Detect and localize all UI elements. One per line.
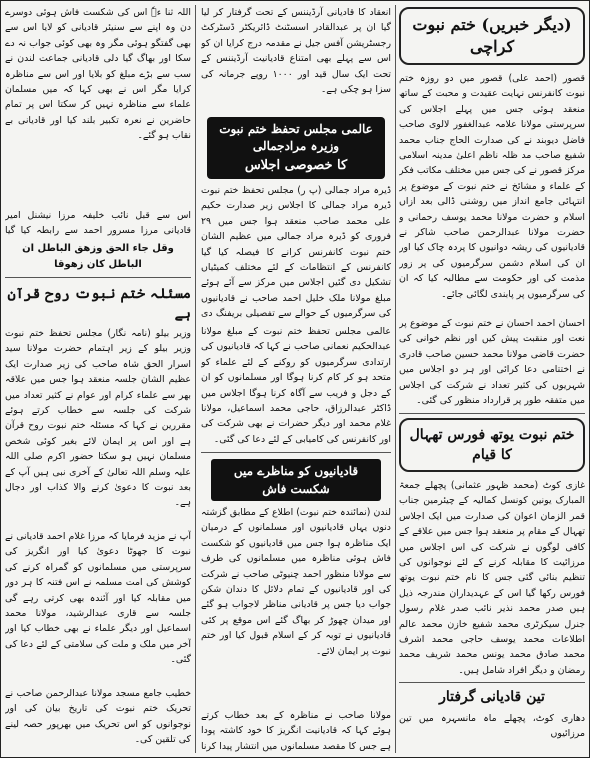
divider: [399, 682, 585, 683]
headline-line-1: عالمی مجلس تحفظ ختم نبوت وزیرہ مرادجمالی: [219, 122, 373, 153]
headline-khatm-nubuwwat-karachi: (دیگر خبریں) ختم نبوت کراچی: [399, 7, 585, 65]
quranic-verse: وقل جاء الحق وزھق الباطل ان الباطل کان زھوقا: [22, 243, 174, 270]
article-dera-murad-jamali-cont: عالمی مجلس تحفظ ختم نبوت کے مبلغ مولانا عبدالحکیم نعمانی صاحب نے کہا کہ قادیانیوں کی ارتدادی سرگرمیوں کو روکنے کے لئے علماء کو متحد ہو کر کام کرنا ہوگا اور مسلمانوں کو ان کے دجل و فریب سے آگاہ کرنا ہوگا اجلاس میں ڈاکٹر عبدالرزاق، حاجی محمد اسماعیل، مولانا غلام محمد اور دیگر حضرات نے بھی شرکت کی اور کانفرنس کی کامیابی کے لئے دعا کی گئی۔: [201, 326, 391, 445]
column-divider: [395, 5, 396, 753]
article-wazir-belo-end: خطیب جامع مسجد مولانا عبدالرحمن صاحب نے تحریک ختم نبوت کی تاریخ بیان کی اور نوجوانوں کو اس تحریک میں بھرپور حصہ لینے کی تلقین کی۔: [5, 688, 191, 746]
divider: [5, 277, 191, 278]
middle-column: [201, 5, 391, 753]
headline-youth-force: ختم نبوت یوتھ فورس تھہال کا قیام: [399, 418, 585, 472]
article-debate-continued: اللہ ثنا ءہٗ اس کی شکست فاش ہوئی دوسرے دن وہ اپنے سے سنیئر قادیانی کو لایا اس سے بھی گفتگو ہوئی مگر وہ بھی کوئی جواب نہ دے سکا اور بھاگ گیا دلی قادیانی جماعت لندن نے سب سے بڑے مبلغ کو بلایا اور اس سے مناظرہ کرایا مگر اس نے بھی کہا کہ میں مسلمان علماء سے مناظرہ نہیں کر سکتا اس پر تمام حاضرین نے نعرہ تکبیر بلند کیا اور قادیانی بے نقاب ہو گئے۔: [5, 7, 191, 142]
headline-dera-murad-jamali: [207, 117, 385, 179]
article-wazir-belo-cont: آپ نے مزید فرمایا کہ مرزا غلام احمد قادیانی نے نبوت کا جھوٹا دعویٰ کیا اور انگریز کی سرپرستی میں مسلمانوں کو گمراہ کرنے کی کوشش کی امت مسلمہ نے اس فتنہ کا ہر دور میں مقابلہ کیا اور آئندہ بھی کرتی رہے گی جلسہ سے قاری عبدالرشید، مولانا محمد اسماعیل اور دیگر علماء نے بھی خطاب کیا اور آخر میں ملک و ملت کی سلامتی کے لئے دعا کی گئی۔: [5, 531, 191, 666]
headline-debate-defeat: قادیانیوں کو مناظرے میں شکست فاش: [211, 459, 381, 501]
article-debate-continued-2: اس سے قبل نائب خلیفہ مرزا نیشنل امیر قادیانی مرزا مسرور احمد سے رابطہ کیا گیا: [5, 210, 191, 237]
article-dera-murad-jamali: ڈیرہ مراد جمالی (پ ر) مجلس تحفظ ختم نبوت ڈیرہ مراد جمالی کا اجلاس زیر صدارت حکیم علی محمد صاحب منعقد ہوا جس میں ۲۹ فروری کو ڈیرہ مراد جمالی میں عظیم الشان ختم نبوت کانفرنس کرانے کا فیصلہ کیا گیا کانفرنس کے انتظامات کے لئے مختلف کمیٹیاں تشکیل دی گئیں اجلاس میں مرکز سے آئے ہوئے مبلغ مولانا ملک خلیل احمد صاحب نے قادیانیوں کی سرگرمیوں کے حوالے سے تفصیلی بریفنگ دی: [201, 185, 391, 320]
divider: [201, 452, 391, 453]
divider: [399, 413, 585, 414]
article-ordinance-arrest: انعقاد کا قادیانی آرڈیننس کے تحت گرفتار کر لیا گیا ان پر عبدالقادر اسسٹنٹ ڈائریکٹر ڈسٹرکٹ رجسٹریشن آفس جیل نے مقدمہ درج کرایا ان کو اس سے پہلے بھی امتناع قادیانیت آرڈیننس کے تحت ایک سال قید اور ۱۰۰۰ روپے جرمانہ کی سزا ہو چکی ہے۔: [201, 7, 391, 96]
right-column: [399, 5, 585, 753]
headline-three-arrested: تین قادیانی گرفتار: [439, 689, 545, 705]
headline-line-2: کا خصوصی اجلاس: [244, 158, 348, 173]
headline-spirit-of-quran: مسئلہ ختم نبوت روح قرآن ہے: [7, 286, 191, 322]
article-london-debate: لندن (نمائندہ ختم نبوت) اطلاع کے مطابق گزشتہ دنوں یہاں قادیانیوں اور مسلمانوں کے درمیان ایک مناظرہ ہوا جس میں قادیانیوں کو شکست فاش ہوئی مناظرہ میں مسلمانوں کی طرف سے مولانا منظور احمد چنیوٹی صاحب نے شرکت کی اور قادیانیوں کے تمام دلائل کا دندان شکن جواب دیا جس پر قادیانی مناظر لاجواب ہو گئے اور میدان چھوڑ کر بھاگ گئے اس موقع پر کئی قادیانیوں نے توبہ کر کے اسلام قبول کیا اور ختم نبوت پر ایمان لائے۔: [201, 507, 391, 657]
column-divider: [195, 5, 196, 753]
article-wazir-belo: وزیر بیلو (نامہ نگار) مجلس تحفظ ختم نبوت وزیر بیلو کے زیر اہتمام حضرت مولانا سید اسرار الحق شاہ صاحب کی زیر صدارت ایک عظیم الشان جلسہ منعقد ہوا جس میں علاقہ بھر سے علماء کرام اور عوام نے کثیر تعداد میں شرکت کی جلسہ سے خطاب کرتے ہوئے مقررین نے کہا کہ مسئلہ ختم نبوت روح قرآن ہے اور اس پر ایمان لائے بغیر کوئی شخص مسلمان نہیں ہو سکتا حضور اکرم صلی اللہ علیہ وسلم اللہ تعالیٰ کے آخری نبی ہیں آپ کے بعد نبوت کا دعویٰ کرنے والا کذاب اور دجال ہے۔: [5, 328, 191, 509]
left-column: [5, 5, 191, 753]
article-qasur-conference-cont: احسان احمد احسان نے ختم نبوت کے موضوع پر نعت اور منقبت پیش کیں اور نظم خوانی کی حضرت قاضی مولانا محمد حسین صاحب قادری نے اختتامی دعا کرائی اور ہر دو اجلاس میں شہریوں کی کثیر تعداد نے شرکت کی اجلاس میں متفقہ طور پر قرارداد منظور کی گئی۔: [399, 318, 585, 407]
article-three-arrested: دھاری کوٹ، پچھلے ماہ مانسہرہ میں تین مرزائیوں: [399, 713, 585, 740]
article-youth-force: غازی کوٹ (محمد ظہور عثمانی) پچھلے جمعۃ المبارک یونین کونسل کمالیہ کے چیئرمین جناب قمر الزمان اعوان کی صدارت میں ایک اجلاس تھہال کے مقام پر منعقد ہوا جس میں علاقے کے کافی لوگوں نے شرکت کی اس اجلاس میں مرزائیت کا مقابلہ کرنے کے لئے نوجوانوں کی تنظیم بنائی گئی جس کا نام ختم نبوت یوتھ فورس رکھا گیا اس کے عہدیداران مندرجہ ذیل ہیں صدر محمد نذیر نائب صدر غلام رسول جنرل سیکرٹری محمد شفیع خازن محمد عالم اطلاعات محمد یوسف حاجی محمد اشرف محمد صادق محمد یونس محمد شریف محمد رمضان و دیگر افراد شامل ہیں۔: [399, 480, 585, 676]
article-qasur-conference: قصور (احمد علی) قصور میں دو روزہ ختم نبوت کانفرنس نہایت عقیدت و محبت کے ساتھ منعقد ہوئی جس میں پہلے اجلاس کی سرپرستی مولانا علامہ عبدالغفور لالوی صاحب فاضل دیوبند نے کی صدارت الحاج جناب محمد شفیع صاحب مد ظلہ ناظم اعلیٰ مدینہ اسلامی مرکز قصور نے کی جس میں مختلف مکاتب فکر کے علماء و مشائخ نے ختم نبوت کے موضوع پر انتہائی جامع انداز میں روشنی ڈالی بعد ازاں اسلام و حضرت مولانا محمد یوسف رحمانی و حضرت مولانا عبدالرحمن صاحب شاکر نے قادیانیوں کی ریشہ دوانیوں کا پردہ چاک کیا اور ان کی اسلام دشمن سرگرمیوں کی پر زور مذمت کی اور حکومت سے مطالبہ کیا کہ ان کی سرگرمیوں پر پابندی لگائی جائے۔: [399, 73, 585, 300]
article-london-debate-cont: مولانا صاحب نے مناظرہ کے بعد خطاب کرتے ہوئے کہا کہ قادیانیت انگریز کا خود کاشتہ پودا ہے جس کا مقصد مسلمانوں میں انتشار پیدا کرنا: [201, 710, 391, 752]
